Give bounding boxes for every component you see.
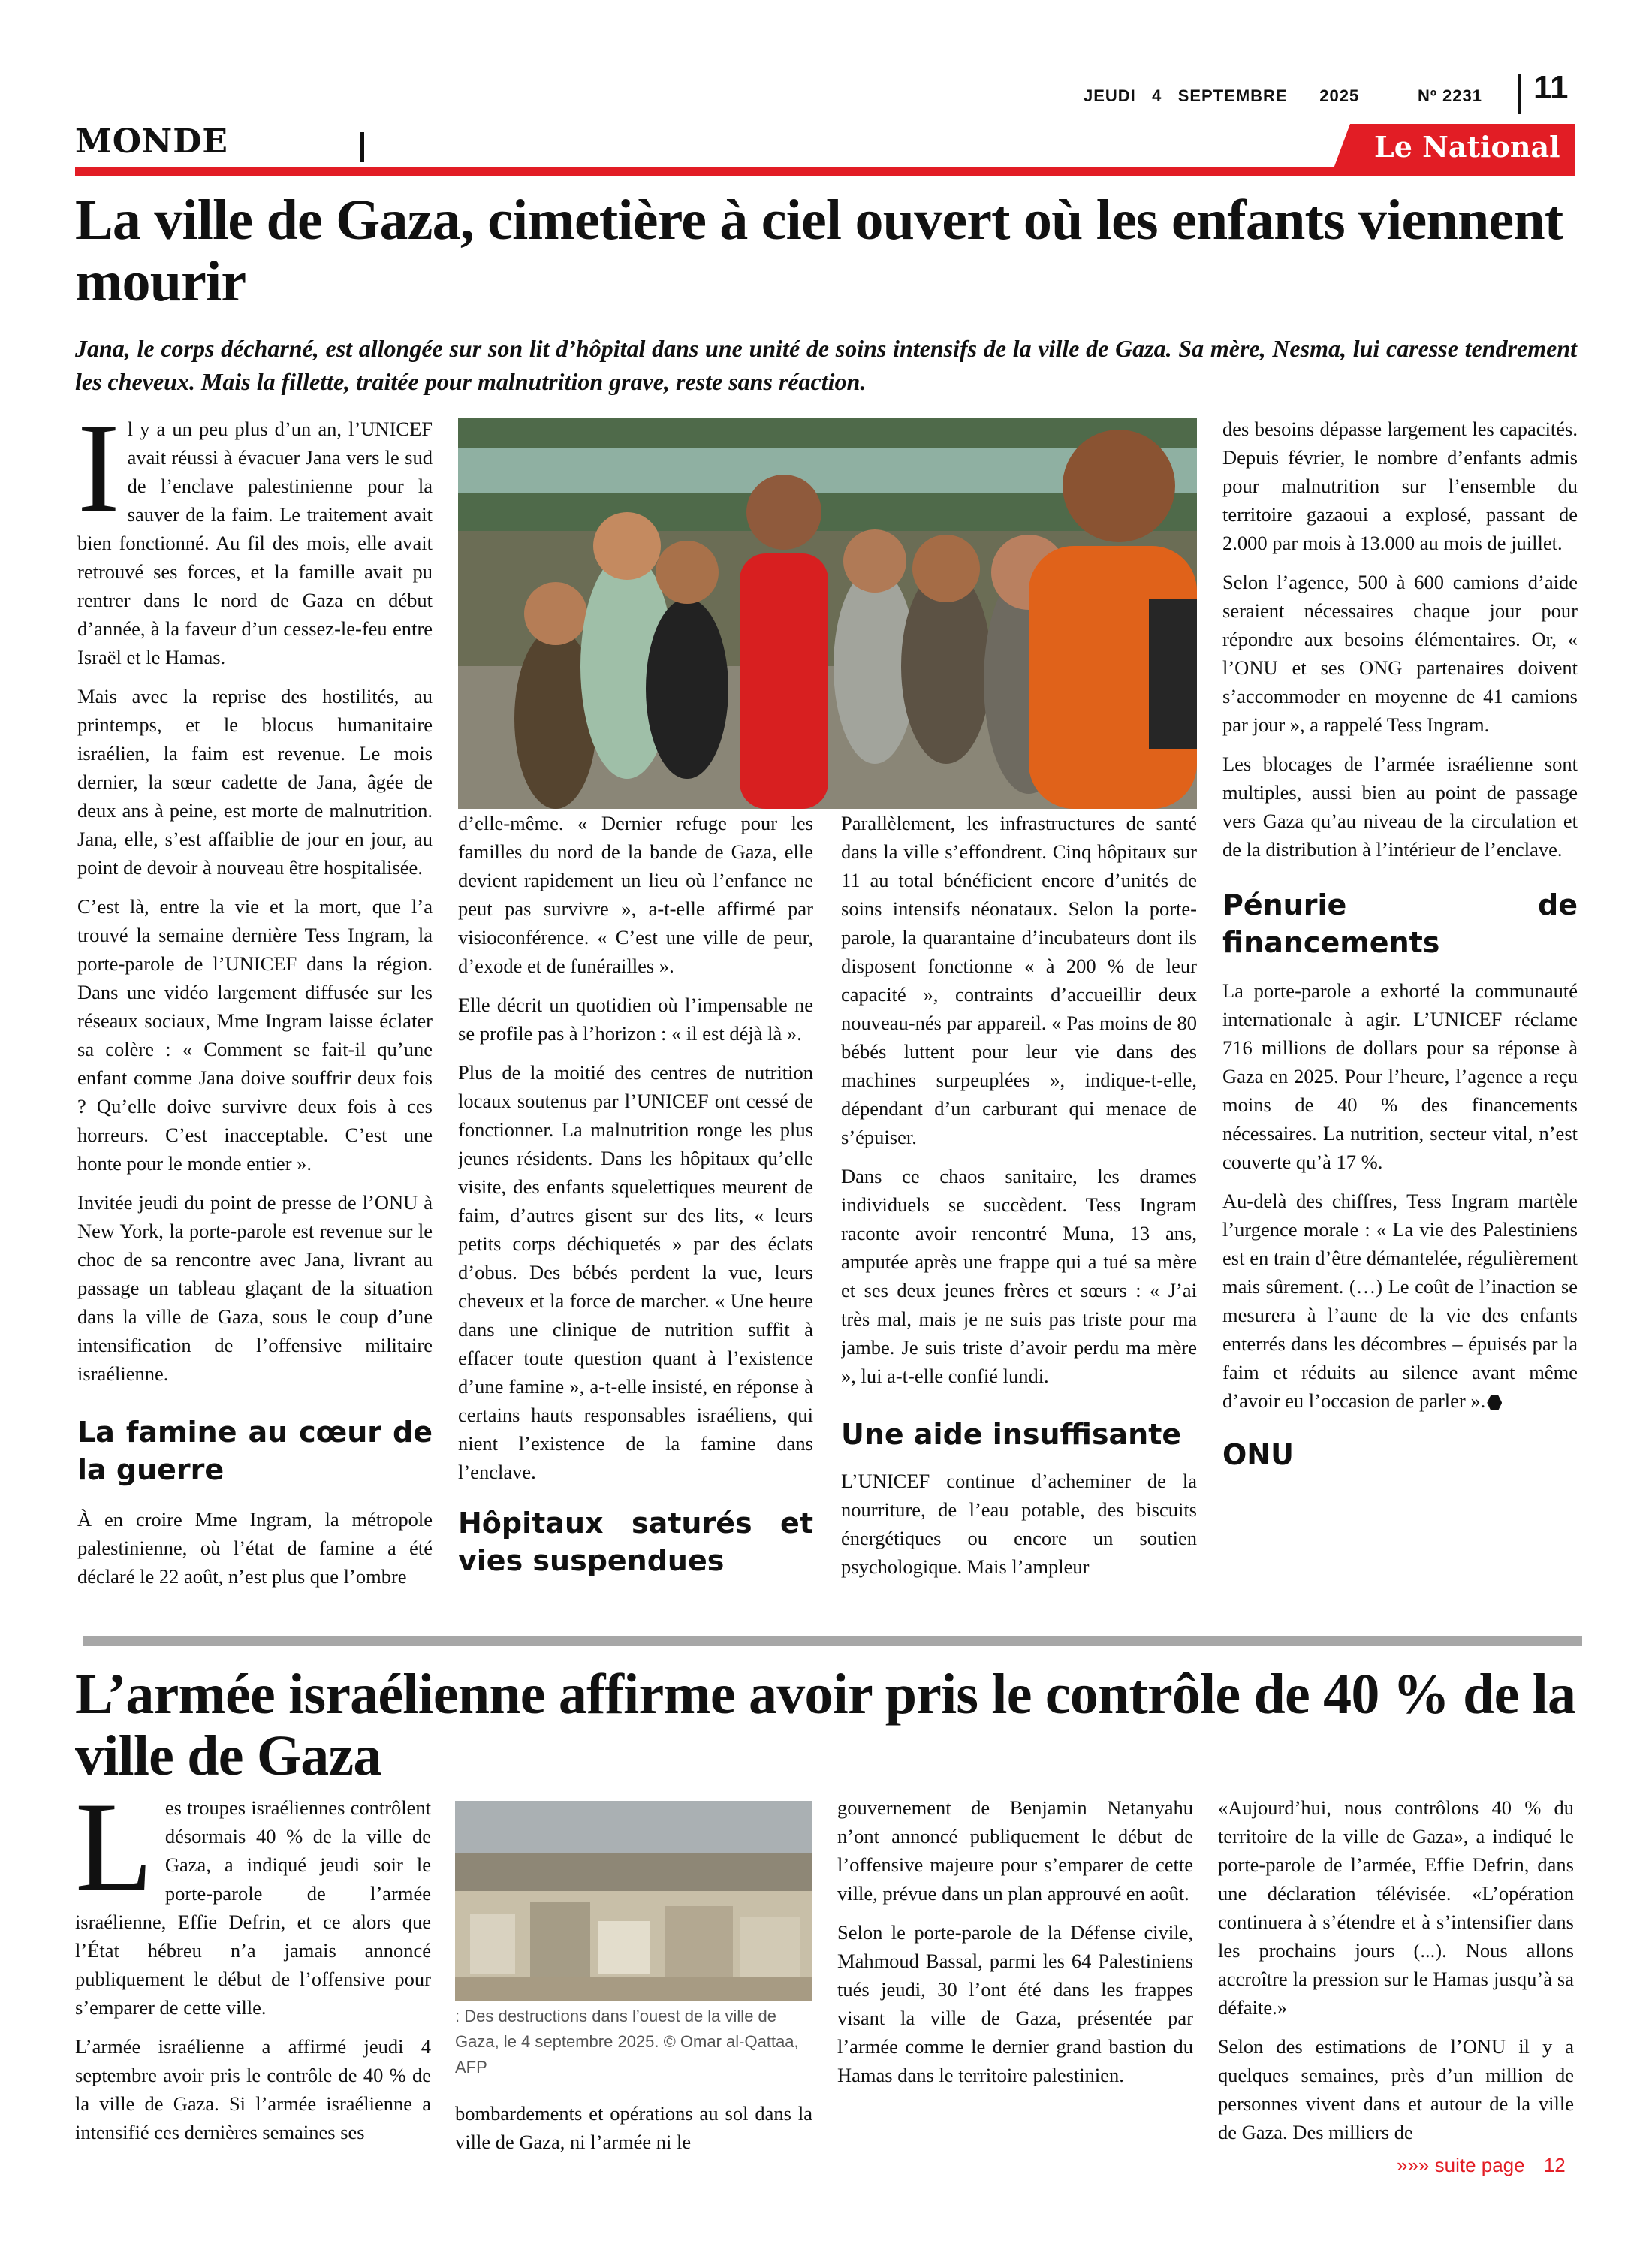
paragraph: d’elle-même. « Dernier refuge pour les familles du nord de la bande de Gaza, elle devient rapidement un lieu où l’enfance ne peut pas survivre », a-t-elle affirmé par visioconférence. « C’est une ville de peur, d’exode et de funérailles ». bbox=[458, 812, 813, 977]
paragraph: Selon l’agence, 500 à 600 camions d’aide seraient nécessaires chaque jour pour répondre aux besoins élémentaires. Or, « l’ONU et ses ONG partenaires doivent s’accommoder en moyenne de 41 camions par jour », a rappelé Tess Ingram. bbox=[1222, 571, 1578, 736]
paragraph: Mais avec la reprise des hostilités, au printemps, et le blocus humanitaire israélien, la faim est revenue. Le mois dernier, la sœur cadette de Jana, âgée de deux ans à peine, est morte de malnutrition. Jana, elle, s’est affaiblie de jour en jour, au point de devoir à nouveau être hospitalisée. bbox=[77, 685, 433, 879]
article2-photo bbox=[455, 1801, 812, 2001]
paragraph: gouvernement de Benjamin Netanyahu n’ont annoncé publiquement le début de l’offensive majeure pour s’emparer de cette ville, prévue dans un plan approuvé en août. bbox=[837, 1796, 1193, 1905]
continued-page: 12 bbox=[1543, 2154, 1566, 2176]
dropcap: I bbox=[77, 415, 120, 538]
paragraph: Parallèlement, les infrastructures de santé dans la ville s’effondrent. Cinq hôpitaux sur 11 au total bénéficient encore d’unités de soins intensifs néonataux. Selon la porte-parole, la quarantaine d’incubateurs dont ils disposent fonctionne « à 200 % de leur capacité », contraints d’accueillir deux nouveau-nés par appareil. « Pas moins de 80 bébés luttent pour leur vie dans des machines surpeuplées », indique-t-elle, dépendant d’un carburant qui menace de s’épuiser. bbox=[841, 812, 1197, 1148]
section-divider bbox=[360, 132, 364, 162]
signature: ONU bbox=[1222, 1438, 1294, 1471]
paragraph: Dans ce chaos sanitaire, les drames individuels se succèdent. Tess Ingram raconte avoir rencontré Muna, 13 ans, amputée après une frappe qui a tué sa mère et ses deux jeunes frères et sœurs : « J’ai très mal, mais je ne suis pas triste pour ma jambe. Je suis triste d’avoir perdu ma mère », lui a-t-elle confié lundi. bbox=[841, 1165, 1197, 1387]
paragraph: C’est là, entre la vie et la mort, que l’a trouvé la semaine dernière Tess Ingram, la porte-parole de l’UNICEF dans la région. Dans une vidéo largement diffusée sur les réseaux sociaux, Mme Ingram laisse éclater sa colère : « Comment se fait-il qu’une enfant comme Jana doive souffrir deux fois ? Qu’elle doive survivre deux fois à ces horreurs. C’est inacceptable. C’est une honte pour le monde entier ». bbox=[77, 895, 433, 1175]
header-divider bbox=[1518, 74, 1521, 114]
article-separator bbox=[83, 1636, 1582, 1646]
continued-link[interactable] bbox=[1397, 2154, 1566, 2177]
city-ruins-photo bbox=[455, 1801, 812, 2001]
paragraph: Elle décrit un quotidien où l’impensable ne se profile pas à l’horizon : « il est déjà là ». bbox=[458, 994, 813, 1045]
section-title: MONDE bbox=[75, 122, 228, 161]
paragraph: Invitée jeudi du point de presse de l’ONU à New York, la porte-parole est revenue sur le choc de sa rencontre avec Jana, livrant au passage un tableau glaçant de la situation dans la ville de Gaza, sous le coup d’une intensification de l’offensive militaire israélienne. bbox=[77, 1191, 433, 1385]
article2-column-3 bbox=[837, 1793, 1193, 2161]
paragraph: bombardements et opérations au sol dans la ville de Gaza, ni l’armée ni le bbox=[455, 2102, 812, 2153]
header-rule bbox=[75, 167, 1575, 176]
article1-column-3 bbox=[841, 809, 1197, 1627]
article1-headline: La ville de Gaza, cimetière à ciel ouvert où les enfants viennent mourir bbox=[75, 189, 1563, 313]
photo-caption: : Des destructions dans l’ouest de la ville de Gaza, le 4 septembre 2025. © Omar al-Qattaa, AFP bbox=[455, 2007, 799, 2077]
paragraph: Selon le porte-parole de la Défense civile, Mahmoud Bassal, parmi les 64 Palestiniens tués jeudi, 30 l’ont été dans les frappes visant la ville de Gaza, présentée par l’armée comme le dernier grand bastion du Hamas dans le territoire palestinien. bbox=[837, 1921, 1193, 2086]
subheading: Hôpitaux saturés et vies suspendues bbox=[458, 1507, 813, 1577]
paragraph: Les blocages de l’armée israélienne sont multiples, aussi bien au point de passage vers Gaza qu’au niveau de la circulation et de la distribution à l’intérieur de l’enclave. bbox=[1222, 753, 1578, 861]
subheading: Une aide insuffisante bbox=[841, 1418, 1182, 1451]
paragraph: La porte-parole a exhorté la communauté internationale à agir. L’UNICEF réclame 716 millions de dollars pour sa réponse à Gaza en 2025. Pour l’heure, l’agence a reçu moins de 40 % des financements nécessaires. La nutrition, secteur vital, n’est couverte qu’à 17 %. bbox=[1222, 979, 1578, 1173]
paragraph: À en croire Mme Ingram, la métropole palestinienne, où l’état de famine a été déclaré le 22 août, n’est plus que l’ombre bbox=[77, 1508, 433, 1588]
article2-column-2 bbox=[455, 2099, 812, 2167]
paragraph: es troupes israéliennes contrôlent désormais 40 % de la ville de Gaza, a indiqué jeudi soir le porte-parole de l’armée israélienne, Effie Defrin, et ce alors que l’État hébreu n’a jamais annoncé publiquement le début de l’offensive pour s’emparer de cette ville. bbox=[75, 1796, 431, 2019]
issue-number: Nº 2231 bbox=[1418, 86, 1482, 105]
article2-headline: L’armée israélienne affirme avoir pris le contrôle de 40 % de la ville de Gaza bbox=[75, 1663, 1576, 1787]
article1-lead: Jana, le corps décharné, est allongée sur son lit d’hôpital dans une unité de soins intensifs de la ville de Gaza. Sa mère, Nesma, lui caresse tendrement les cheveux. Mais la fillette, traitée pour malnutrition grave, reste sans réaction. bbox=[75, 335, 1577, 395]
paragraph: Selon des estimations de l’ONU il y a quelques semaines, près d’un million de personnes vivent dans et autour de la ville de Gaza. Des milliers de bbox=[1218, 2035, 1574, 2143]
dropcap: L bbox=[75, 1793, 153, 1917]
subheading: Pénurie de financements bbox=[1222, 888, 1578, 959]
paragraph: Plus de la moitié des centres de nutrition locaux soutenus par l’UNICEF ont cessé de fonctionner. La malnutrition ronge les plus jeunes résidents. Dans les hôpitaux qu’elle visite, des enfants squelettiques meurent de faim, d’autres gisent sur des lits, « leurs petits corps déchiquetés » par des éclats d’obus. Des bébés perdent la vue, leurs cheveux et la force de marcher. « Une heure dans une clinique de nutrition suffit à effacer toute question quant à l’existence d’une famine », a-t-elle insisté, en réponse à certains hauts responsables israéliens, qui nient l’existence de la famine dans l’enclave. bbox=[458, 1061, 813, 1483]
subheading: La famine au cœur de la guerre bbox=[77, 1416, 433, 1486]
article1-column-2 bbox=[458, 809, 813, 1627]
paragraph bbox=[1222, 1187, 1578, 1415]
paragraph: des besoins dépasse largement les capacités. Depuis février, le nombre d’enfants admis pour malnutrition sur l’ensemble du territoire gazaoui a explosé, passant de 2.000 par mois à 13.000 au mois de juillet. bbox=[1222, 418, 1578, 554]
article1-column-4 bbox=[1222, 415, 1578, 1609]
paragraph: l y a un peu plus d’un an, l’UNICEF avait réussi à évacuer Jana vers le sud de l’enclave palestinienne pour la sauver de la faim. Le traitement avait bien fonctionné. Au fil des mois, elle avait retrouvé ses forces, et la famille avait pu rentrer dans le nord de Gaza en début d’année, à la faveur d’un cessez-le-feu entre Israël et le Hamas. bbox=[77, 418, 433, 668]
paragraph: L’UNICEF continue d’acheminer de la nourriture, de l’eau potable, des biscuits énergétiques ou encore un soutien psychologique. Mais l’ampleur bbox=[841, 1470, 1197, 1578]
article1-photo bbox=[458, 418, 1197, 809]
article2-column-4 bbox=[1218, 1793, 1574, 2146]
continued-label: »»» suite page bbox=[1397, 2154, 1525, 2176]
issue-date: JEUDI 4 SEPTEMBRE 2025 bbox=[1084, 86, 1360, 105]
paragraph-text: Au-delà des chiffres, Tess Ingram martèle l’urgence morale : « La vie des Palestiniens est en train d’être démantelée, régulièrement mais sûrement. (…) Le coût de l’inaction se mesurera à l’aune de la vie des enfants enterrés dans les décombres – épuisés par la faim et réduits au silence avant même d’avoir eu l’occasion de parler ». bbox=[1222, 1190, 1578, 1412]
children-photo bbox=[458, 418, 1197, 809]
article1-column-1 bbox=[77, 415, 433, 1609]
brand-name: Le National bbox=[1374, 130, 1560, 164]
paragraph: L’armée israélienne a affirmé jeudi 4 septembre avoir pris le contrôle de 40 % de la ville de Gaza. Si l’armée israélienne a intensifié ces dernières semaines ses bbox=[75, 2035, 431, 2143]
article2-column-1 bbox=[75, 1793, 431, 2161]
end-mark-icon bbox=[1487, 1395, 1502, 1410]
page-number: 11 bbox=[1533, 69, 1569, 106]
paragraph: «Aujourd’hui, nous contrôlons 40 % du territoire de la ville de Gaza», a indiqué le porte-parole de l’armée, Effie Defrin, dans une déclaration télévisée. «L’opération continuera à s’étendre et à s’intensifier dans les prochains jours (...). Nous allons accroître la pression sur le Hamas jusqu’à sa défaite.» bbox=[1218, 1796, 1574, 2019]
